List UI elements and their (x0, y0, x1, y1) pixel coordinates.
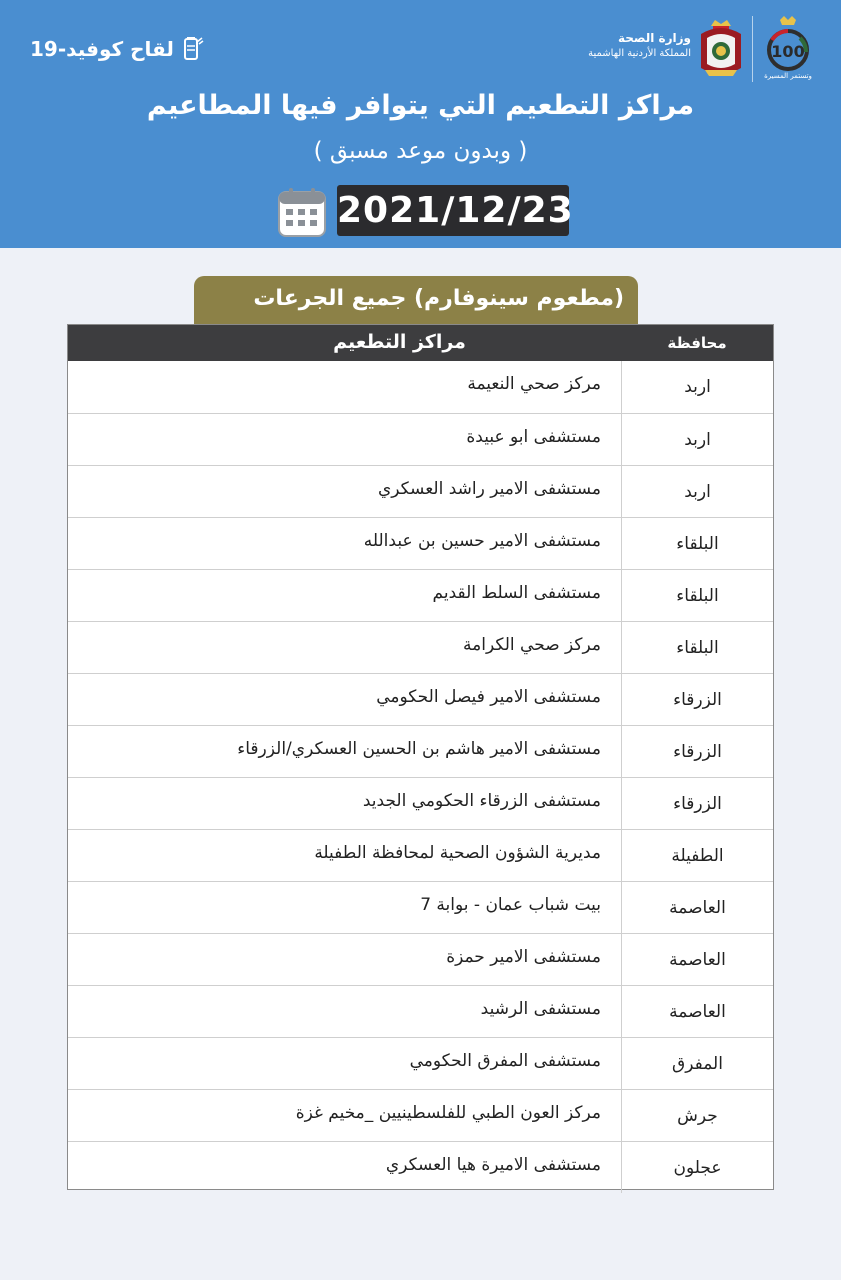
table-row (68, 1141, 773, 1193)
table-row (68, 933, 773, 985)
table-row (68, 1037, 773, 1089)
table-row (68, 725, 773, 777)
center-cell: مستشفى ابو عبيدة (466, 427, 601, 447)
kingdom-name: المملكة الأردنية الهاشمية (588, 48, 691, 59)
governorate-cell: الزرقاء (621, 674, 773, 725)
center-cell: مستشفى الاميرة هيا العسكري (385, 1155, 601, 1175)
center-cell: مستشفى الرشيد (480, 999, 601, 1019)
governorate-cell: البلقاء (621, 518, 773, 569)
center-cell: مستشفى المفرق الحكومي (409, 1051, 601, 1071)
governorate-cell: اربد (621, 414, 773, 465)
centenary-logo (760, 16, 816, 82)
center-cell: مركز صحي النعيمة (467, 374, 601, 394)
header-banner (0, 0, 841, 248)
center-cell: مستشفى الزرقاء الحكومي الجديد (362, 791, 601, 811)
centenary-caption: وتستمر المسيرة (764, 72, 812, 80)
center-cell: مستشفى الامير هاشم بن الحسين العسكري/الزرقاء (237, 739, 601, 759)
center-cell: مستشفى الامير حسين بن عبدالله (363, 531, 601, 551)
table-row (68, 673, 773, 725)
vaccination-centers-table (67, 324, 774, 1190)
vaccine-label: لقاح كوفيد-19 (30, 37, 174, 61)
ministry-name-block (588, 30, 691, 62)
vaccine-group-tab: (مطعوم سينوفارم) جميع الجرعات (194, 276, 638, 324)
table-row (68, 777, 773, 829)
governorate-cell: العاصمة (621, 882, 773, 933)
logo-divider (752, 16, 753, 82)
governorate-cell: الزرقاء (621, 726, 773, 777)
governorate-cell: البلقاء (621, 570, 773, 621)
center-cell: مركز صحي الكرامة (463, 635, 601, 655)
governorate-cell: اربد (621, 466, 773, 517)
center-cell: مستشفى الامير راشد العسكري (377, 479, 601, 499)
center-cell: مركز العون الطبي للفلسطينيين _مخيم غزة (295, 1103, 601, 1123)
governorate-cell: العاصمة (621, 986, 773, 1037)
vaccine-vial-icon (182, 36, 204, 62)
page-title: مراكز التطعيم التي يتوافر فيها المطاعيم (146, 90, 695, 121)
table-row (68, 569, 773, 621)
table-row (68, 1089, 773, 1141)
governorate-cell: البلقاء (621, 622, 773, 673)
page-subtitle: ( وبدون موعد مسبق ) (313, 138, 528, 164)
ministry-name: وزارة الصحة (617, 31, 691, 45)
table-row (68, 621, 773, 673)
governorate-cell: جرش (621, 1090, 773, 1141)
vaccine-tag (30, 36, 204, 62)
governorate-cell: العاصمة (621, 934, 773, 985)
governorate-cell: اربد (621, 361, 773, 413)
table-row (68, 517, 773, 569)
table-row (68, 881, 773, 933)
governorate-cell: عجلون (621, 1142, 773, 1193)
governorate-cell: الطفيلة (621, 830, 773, 881)
governorate-column-header: محافظة (667, 334, 727, 352)
governorate-cell: الزرقاء (621, 778, 773, 829)
table-body (68, 361, 773, 1193)
center-cell: مستشفى الامير حمزة (446, 947, 601, 967)
table-row (68, 985, 773, 1037)
table-row (68, 829, 773, 881)
table-row (68, 465, 773, 517)
table-row (68, 361, 773, 413)
calendar-icon (277, 188, 327, 238)
center-cell: مديرية الشؤون الصحية لمحافظة الطفيلة (314, 843, 601, 863)
governorate-cell: المفرق (621, 1038, 773, 1089)
table-header (68, 325, 773, 361)
date-badge: 2021/12/23 (337, 185, 569, 236)
centenary-number: 100 (771, 42, 805, 61)
jordan-crest-logo (697, 18, 745, 82)
centers-column-header: مراكز التطعيم (333, 331, 466, 353)
center-cell: مستشفى الامير فيصل الحكومي (376, 687, 601, 707)
center-cell: مستشفى السلط القديم (432, 583, 601, 603)
center-cell: بيت شباب عمان - بوابة 7 (420, 895, 601, 915)
table-row (68, 413, 773, 465)
